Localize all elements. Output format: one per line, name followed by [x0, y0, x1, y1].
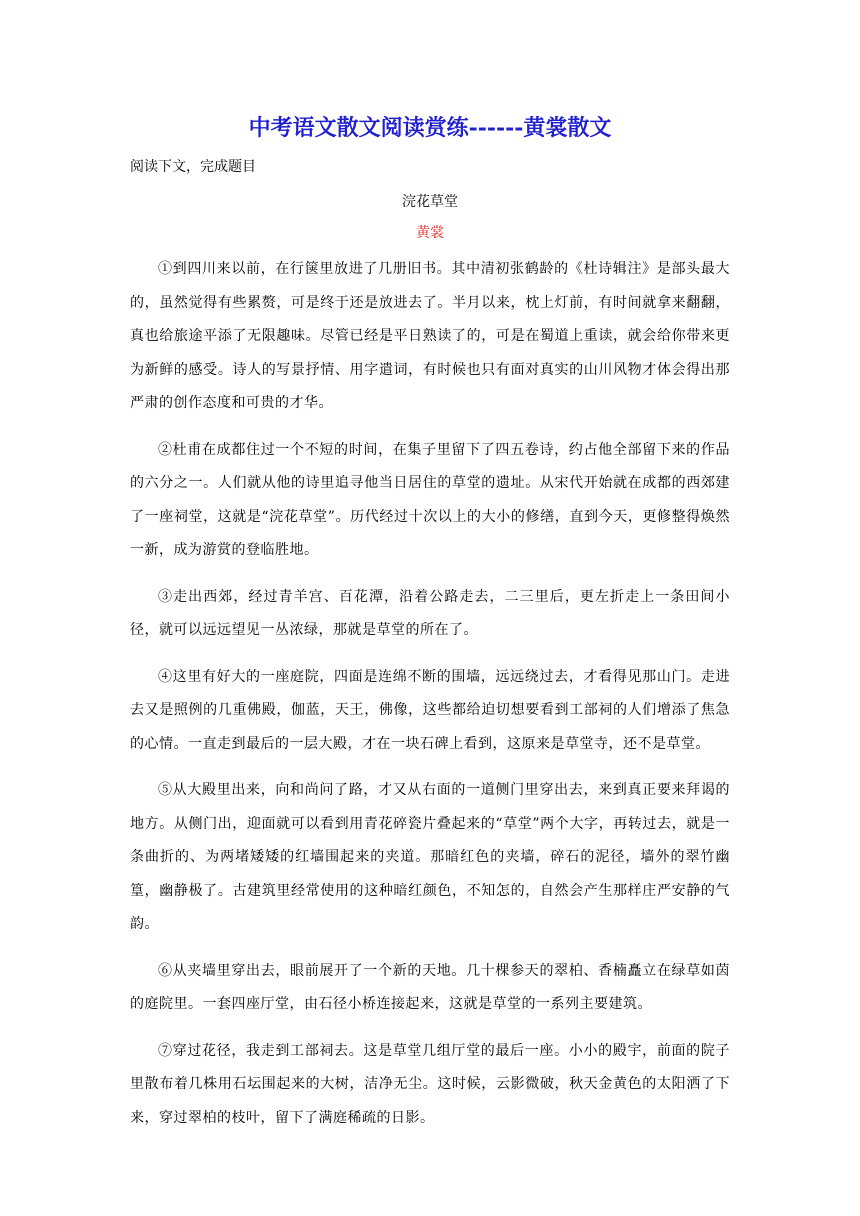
- paragraph-1: ①到四川来以前，在行箧里放进了几册旧书。其中清初张鹤龄的《杜诗辑注》是部头最大的，虽然觉得有些累赘，可是终于还是放进去了。半月以来，枕上灯前，有时间就拿来翻翻，真也给旅途平添了无限趣味。尽管已经是平日熟读了的，可是在蜀道上重读，就会给你带来更为新鲜的感受。诗人的写景抒情、用字遣词，有时候也只有面对真实的山川风物才体会得出那严肃的创作态度和可贵的才华。: [130, 261, 730, 411]
- paragraph-2: ②杜甫在成都住过一个不短的时间，在集子里留下了四五卷诗，约占他全部留下来的作品的六分之一。人们就从他的诗里追寻他当日居住的草堂的遗址。从宋代开始就在成都的西郊建了一座祠堂，这就是“浣花草堂”。历代经过十次以上的大小的修缮，直到今天，更修整得焕然一新，成为游赏的登临胜地。: [130, 441, 730, 558]
- paragraph-3: ③走出西郊，经过青羊宫、百花潭，沿着公路走去，二三里后，更左折走上一条田间小径，就可以远远望见一丛浓绿，那就是草堂的所在了。: [130, 588, 730, 638]
- essay-title: 浣花草堂: [402, 194, 458, 210]
- paragraph-4: ④这里有好大的一座庭院，四面是连绵不断的围墙，远远绕过去，才看得见那山门。走进去又是照例的几重佛殿，伽蓝，天王，佛像，这些都给迫切想要看到工部祠的人们增添了焦急的心情。一直走到最后的一层大殿，才在一块石碑上看到，这原来是草堂寺，还不是草堂。: [130, 668, 730, 752]
- instruction-text: 阅读下文，完成题目: [130, 159, 256, 175]
- essay-author: 黄裳: [416, 225, 444, 241]
- paragraph-6: ⑥从夹墙里穿出去，眼前展开了一个新的天地。几十棵参天的翠柏、香楠矗立在绿草如茵的庭院里。一套四座厅堂，由石径小桥连接起来，这就是草堂的一系列主要建筑。: [130, 962, 730, 1012]
- document-title: 中考语文散文阅读赏练------黄裳散文: [248, 115, 612, 141]
- paragraph-5: ⑤从大殿里出来，向和尚问了路，才又从右面的一道侧门里穿出去，来到真正要来拜谒的地方。从侧门出，迎面就可以看到用青花碎瓷片叠起来的“草堂”两个大字，再转过去，就是一条曲折的、为两堵矮矮的红墙围起来的夹道。那暗红色的夹墙，碎石的泥径，墙外的翠竹幽篁，幽静极了。古建筑里经常使用的这种暗红颜色，不知怎的，自然会产生那样庄严安静的气韵。: [130, 782, 730, 932]
- paragraph-7: ⑦穿过花径，我走到工部祠去。这是草堂几组厅堂的最后一座。小小的殿宇，前面的院子里散布着几株用石坛围起来的大树，洁净无尘。这时候，云影微破，秋天金黄色的太阳洒了下来，穿过翠柏的枝叶，留下了满庭稀疏的日影。: [130, 1042, 730, 1126]
- essay-body: [130, 253, 730, 1148]
